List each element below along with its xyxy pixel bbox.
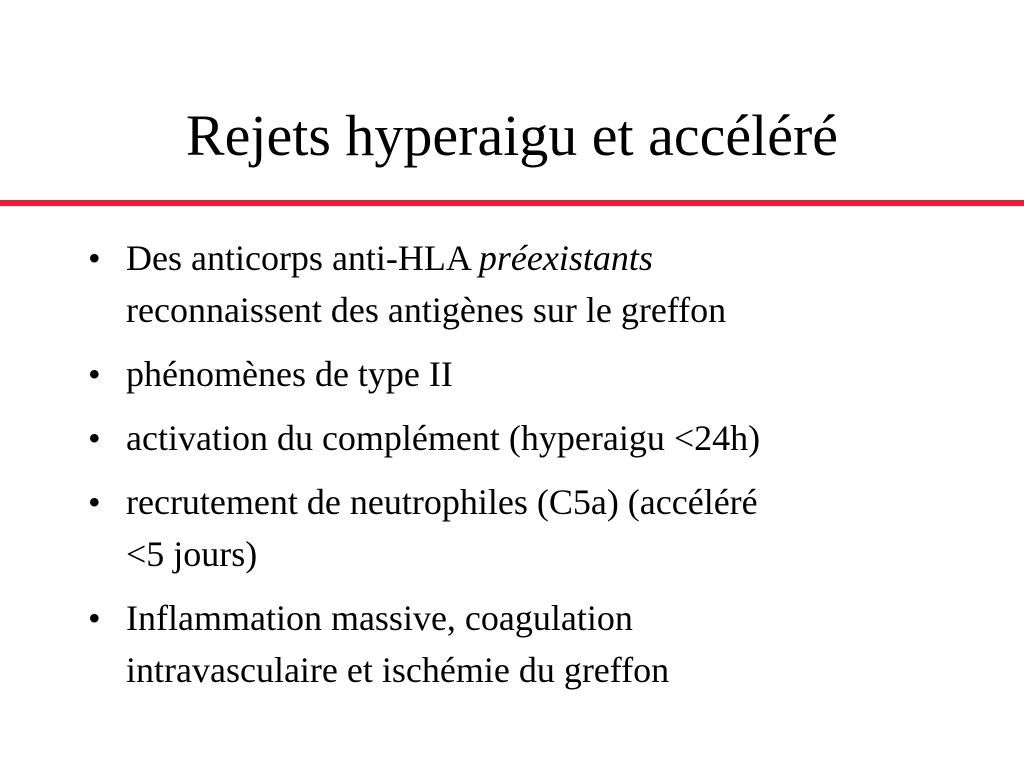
bullet-text-continued: <5 jours) — [126, 534, 258, 574]
bullet-icon: • — [88, 238, 101, 278]
bullet-item-complement — [88, 412, 948, 464]
bullet-item-inflammation — [88, 592, 948, 696]
title-divider — [0, 200, 1024, 206]
bullet-text: phénomènes de type II — [126, 354, 453, 394]
bullet-icon: • — [88, 354, 101, 394]
bullet-text: activation du complément (hyperaigu <24h) — [126, 418, 761, 458]
bullet-item-type-ii — [88, 348, 948, 400]
bullet-text-continued: reconnaissent des antigènes sur le greffon — [126, 290, 727, 330]
slide-title: Rejets hyperaigu et accéléré — [185, 103, 839, 168]
bullet-icon: • — [88, 598, 101, 638]
bullet-text-continued: intravasculaire et ischémie du greffon — [126, 650, 670, 690]
bullet-icon: • — [88, 418, 101, 458]
bullet-text: Inflammation massive, coagulation — [126, 598, 633, 638]
bullet-item-antibodies — [88, 232, 948, 336]
bullet-list — [88, 232, 948, 708]
bullet-icon: • — [88, 482, 101, 522]
bullet-text: recrutement de neutrophiles (C5a) (accéléré — [126, 482, 758, 522]
bullet-text: Des anticorps anti-HLA — [126, 238, 479, 278]
bullet-item-neutrophils — [88, 476, 948, 580]
bullet-emphasis: préexistants — [478, 238, 653, 278]
